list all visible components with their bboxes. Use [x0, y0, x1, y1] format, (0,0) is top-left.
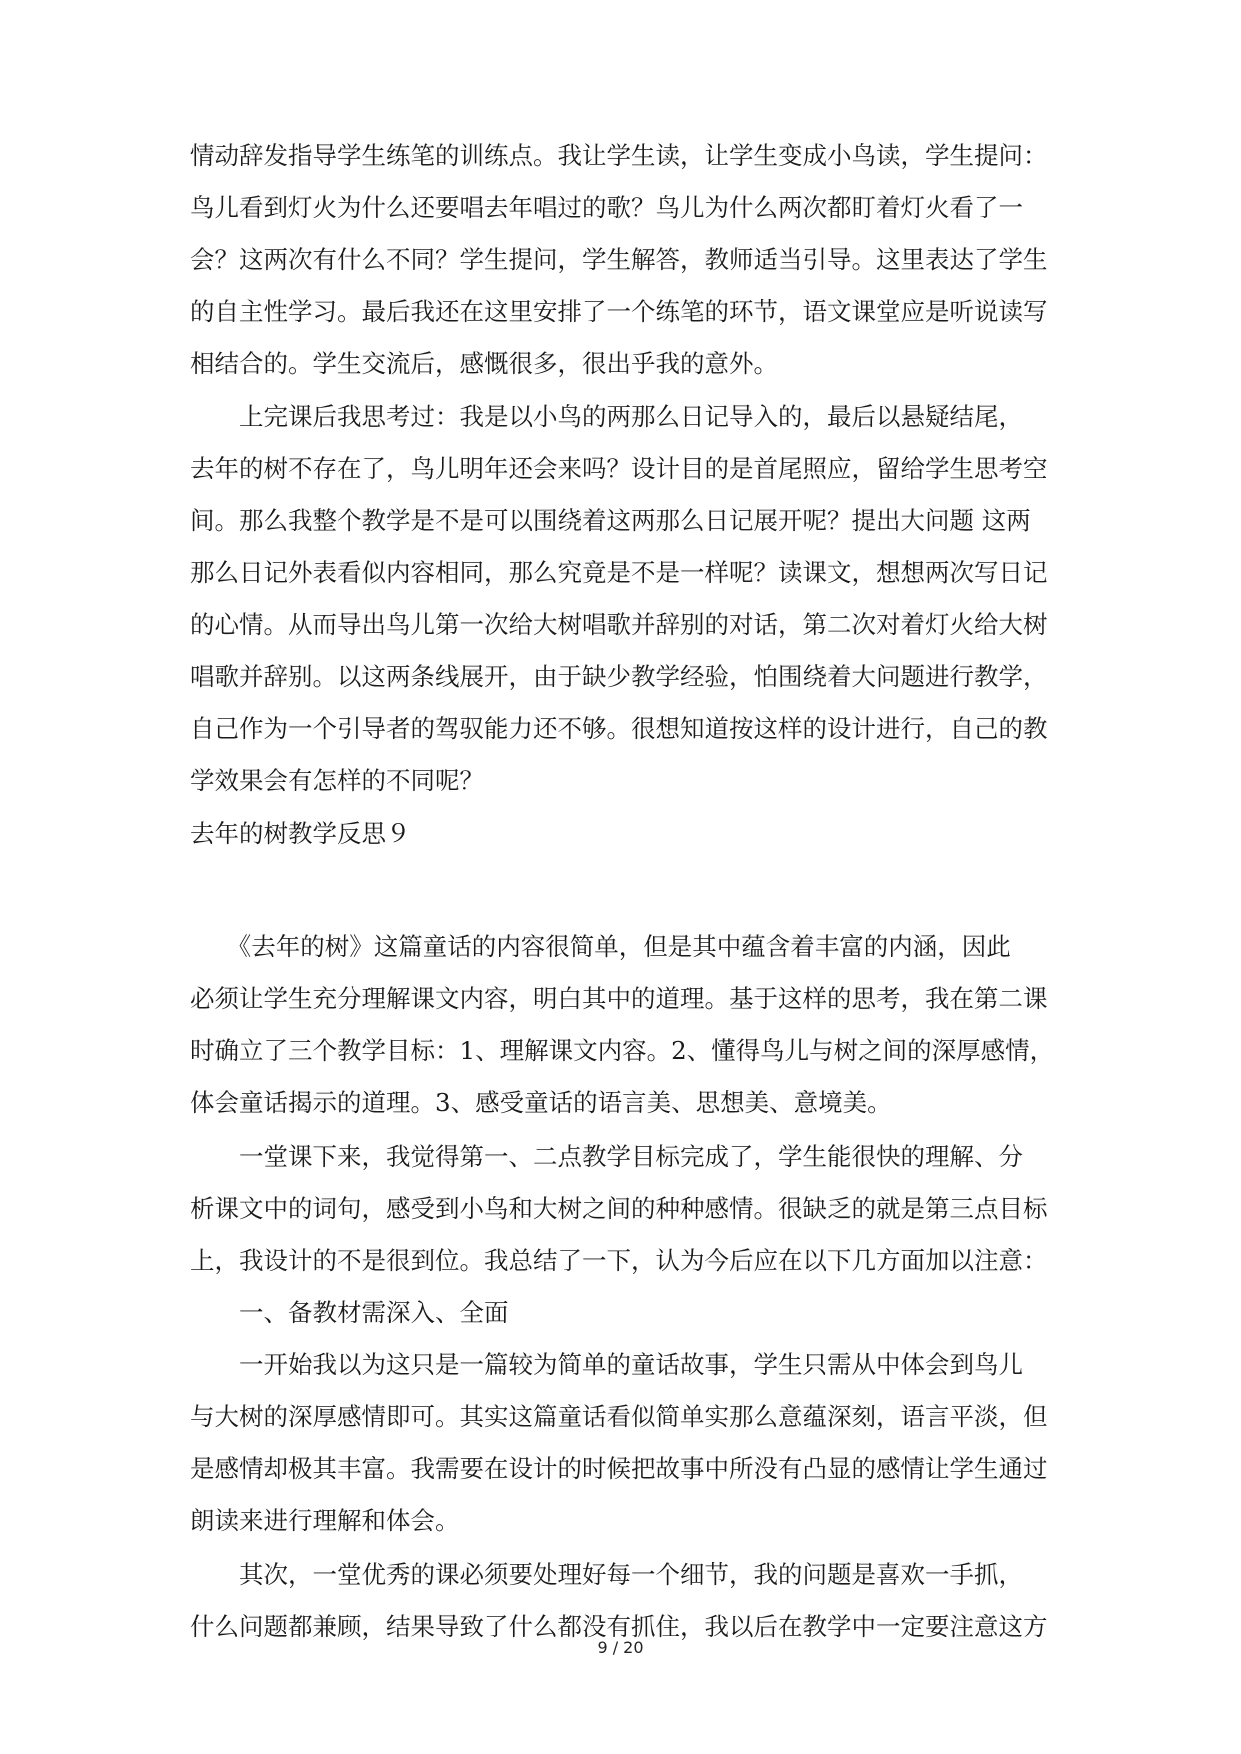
text-line: 析课文中的词句，感受到小鸟和大树之间的种种感情。很缺乏的就是第三点目标 — [190, 1194, 1048, 1223]
text-line: 自己作为一个引导者的驾驭能力还不够。很想知道按这样的设计进行，自己的教 — [190, 714, 1048, 743]
text-line: 什么问题都兼顾，结果导致了什么都没有抓住，我以后在教学中一定要注意这方 — [190, 1612, 1048, 1641]
text-line: 必须让学生充分理解课文内容，明白其中的道理。基于这样的思考，我在第二课 — [190, 984, 1048, 1013]
text-line: 学效果会有怎样的不同呢？ — [190, 766, 484, 795]
text-line: 一堂课下来，我觉得第一、二点教学目标完成了，学生能很快的理解、分 — [190, 1142, 1023, 1171]
text-line: 会？这两次有什么不同？学生提问，学生解答，教师适当引导。这里表达了学生 — [190, 245, 1048, 274]
text-line: 上完课后我思考过：我是以小鸟的两那么日记导入的，最后以悬疑结尾， — [190, 402, 1023, 431]
text-line: 相结合的。学生交流后，感慨很多，很出乎我的意外。 — [190, 349, 778, 378]
text-line: 去年的树不存在了，鸟儿明年还会来吗？设计目的是首尾照应，留给学生思考空 — [190, 454, 1048, 483]
text-line: 时确立了三个教学目标：1、理解课文内容。2、懂得鸟儿与树之间的深厚感情， — [190, 1036, 1055, 1065]
text-line: 的自主性学习。最后我还在这里安排了一个练笔的环节，语文课堂应是听说读写 — [190, 297, 1048, 326]
page-number: 9 / 20 — [597, 1638, 644, 1657]
text-line: 鸟儿看到灯火为什么还要唱去年唱过的歌？鸟儿为什么两次都盯着灯火看了一 — [190, 193, 1023, 222]
text-line: 体会童话揭示的道理。3、感受童话的语言美、思想美、意境美。 — [190, 1088, 892, 1117]
section-heading: 去年的树教学反思９ — [190, 819, 411, 848]
text-line: 是感情却极其丰富。我需要在设计的时候把故事中所没有凸显的感情让学生通过 — [190, 1454, 1048, 1483]
text-line: 情动辞发指导学生练笔的训练点。我让学生读，让学生变成小鸟读，学生提问： — [190, 141, 1048, 170]
text-line: 朗读来进行理解和体会。 — [190, 1506, 460, 1535]
text-line: 一开始我以为这只是一篇较为简单的童话故事，学生只需从中体会到鸟儿 — [190, 1350, 1023, 1379]
text-line: 与大树的深厚感情即可。其实这篇童话看似简单实那么意蕴深刻，语言平淡，但 — [190, 1402, 1048, 1431]
text-line: 的心情。从而导出鸟儿第一次给大树唱歌并辞别的对话，第二次对着灯火给大树 — [190, 610, 1048, 639]
text-line: 上，我设计的不是很到位。我总结了一下，认为今后应在以下几方面加以注意： — [190, 1246, 1048, 1275]
text-line: 其次，一堂优秀的课必须要处理好每一个细节，我的问题是喜欢一手抓， — [190, 1560, 1023, 1589]
text-line: 间。那么我整个教学是不是可以围绕着这两那么日记展开呢？提出大问题 这两 — [190, 506, 1031, 535]
text-line: 唱歌并辞别。以这两条线展开，由于缺少教学经验，怕围绕着大问题进行教学， — [190, 662, 1048, 691]
text-line: 那么日记外表看似内容相同，那么究竟是不是一样呢？读课文，想想两次写日记 — [190, 558, 1048, 587]
text-line: 一、备教材需深入、全面 — [190, 1298, 509, 1327]
text-line: 《去年的树》这篇童话的内容很简单，但是其中蕴含着丰富的内涵，因此 — [190, 932, 1011, 961]
